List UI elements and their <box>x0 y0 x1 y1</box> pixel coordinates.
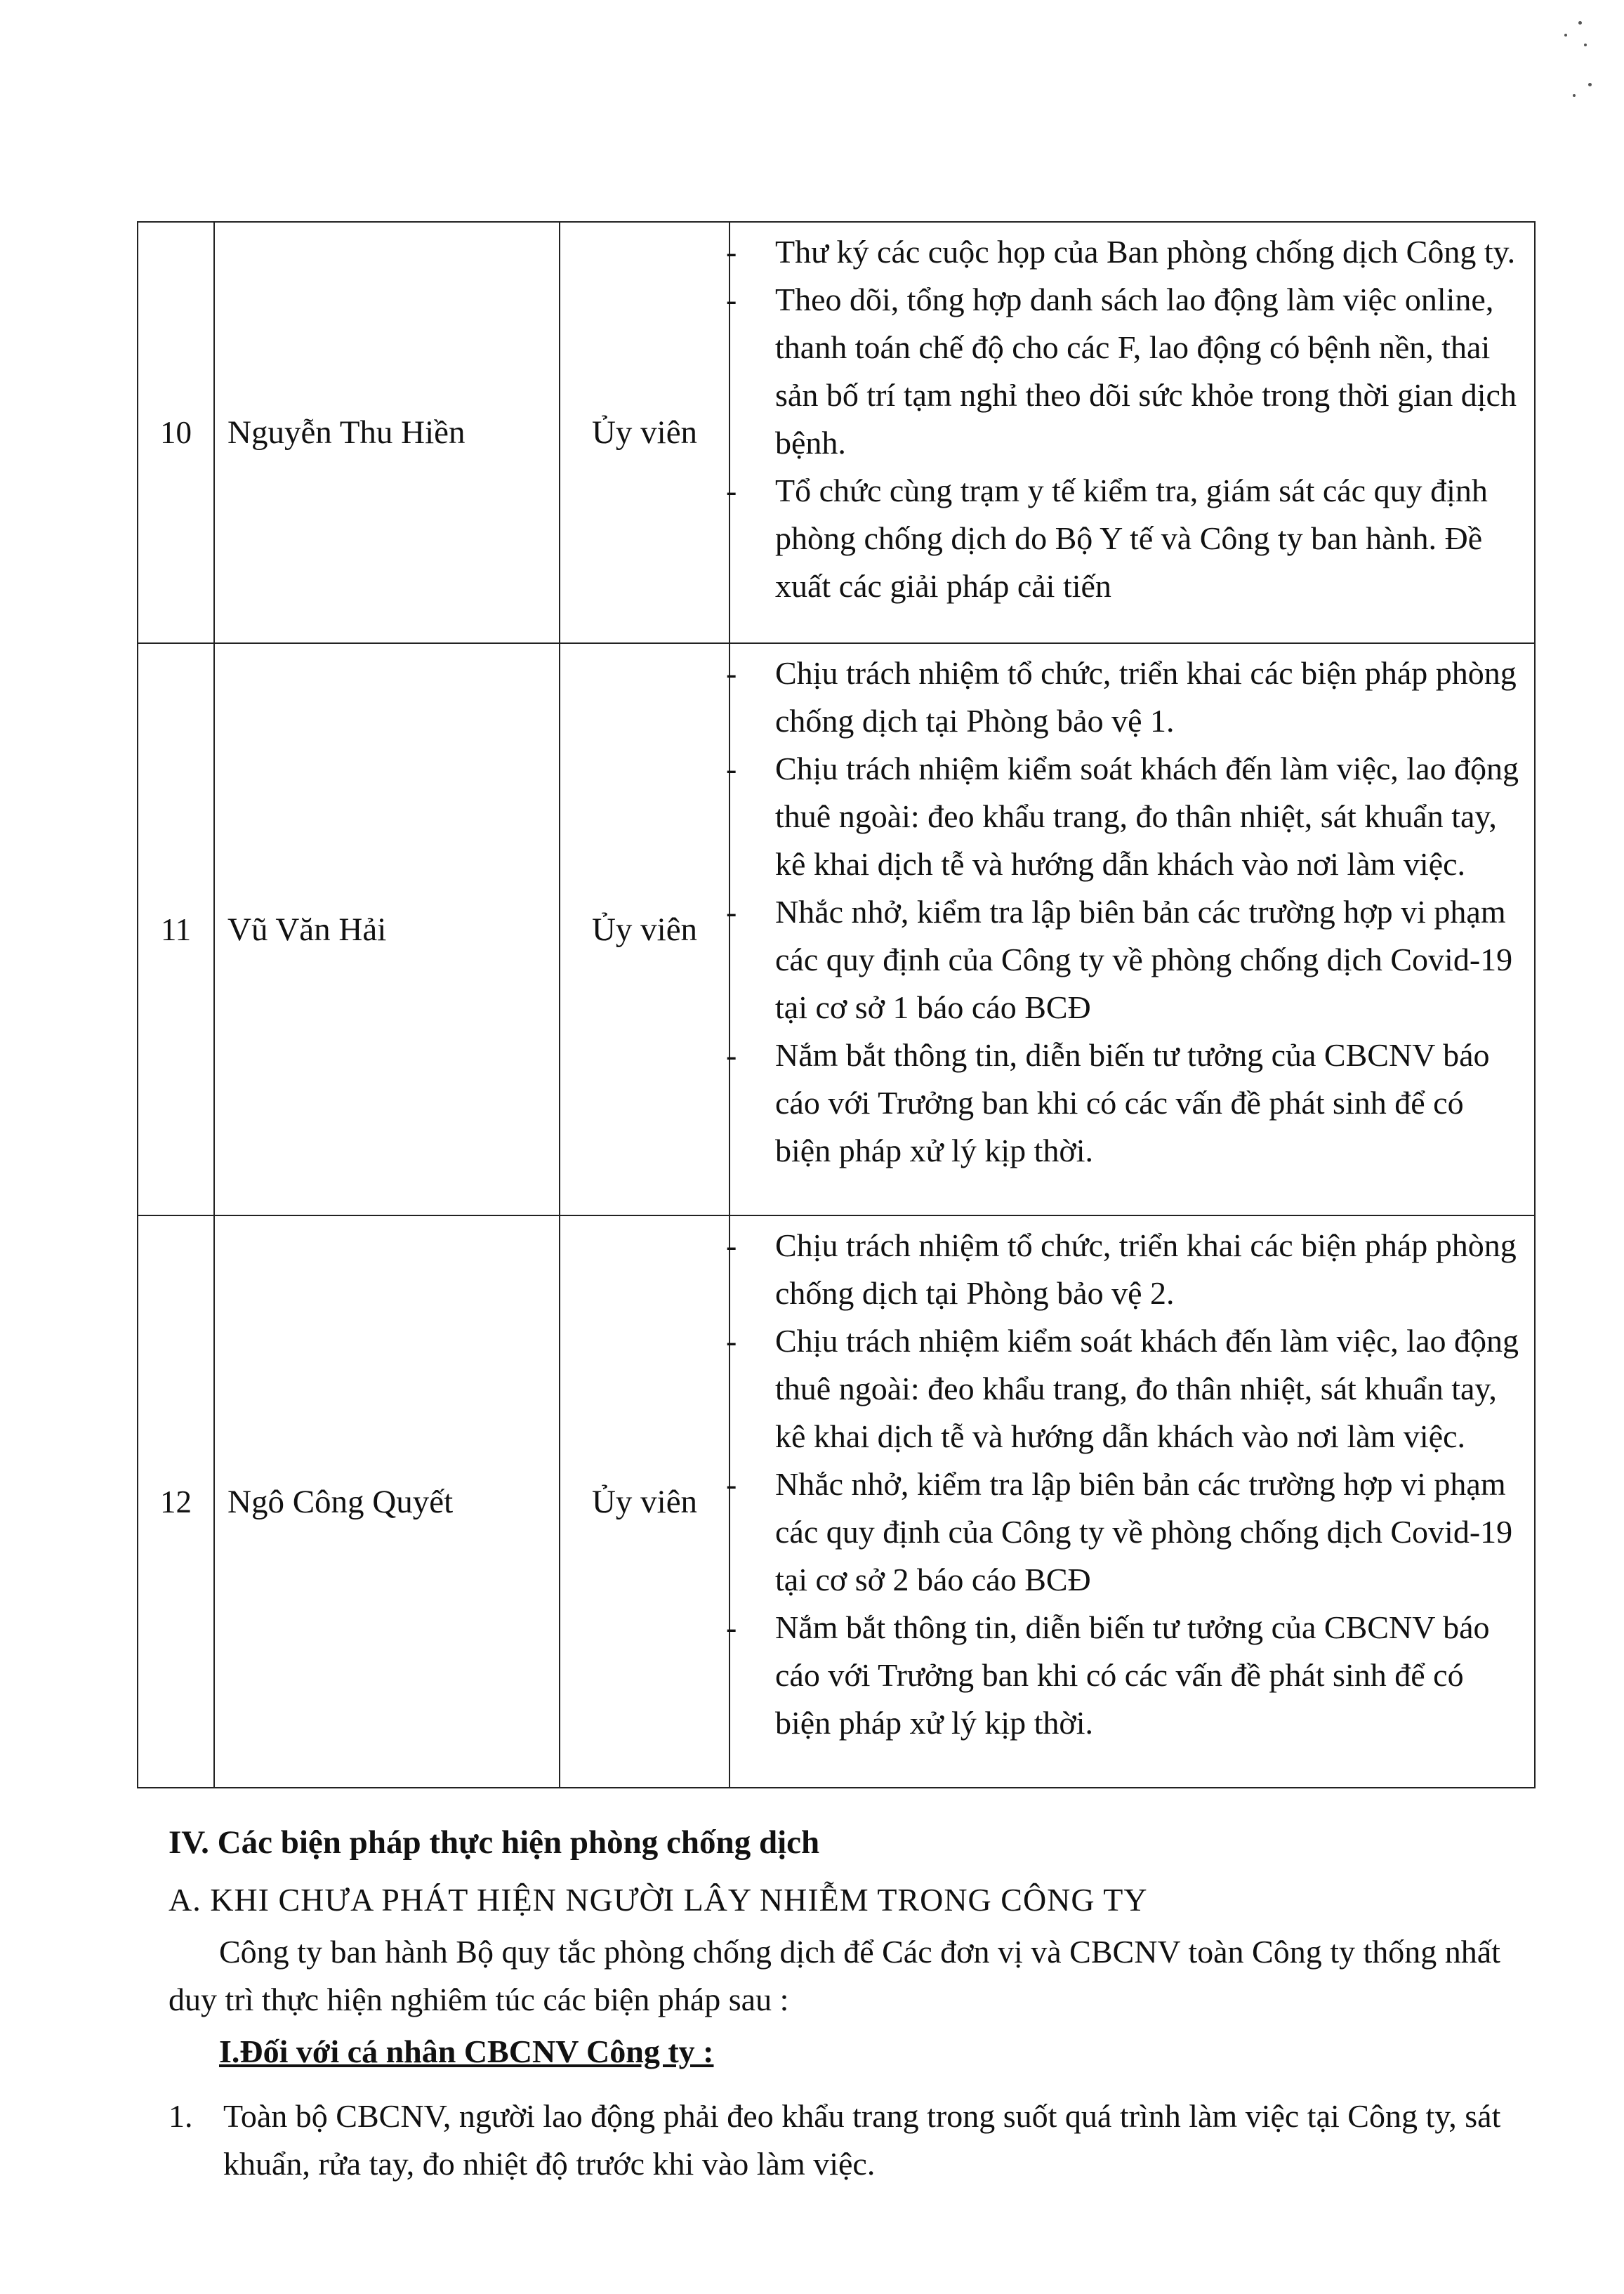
task-item: - Chịu trách nhiệm kiểm soát khách đến làm việc, lao động thuê ngoài: đeo khẩu trang, đo thân nhiệt, sát khuẩn tay, kê khai dịch tễ và hướng dẫn khách vào nơi làm việc. <box>730 745 1520 888</box>
task-list <box>730 1222 1520 1747</box>
task-item: - Nắm bắt thông tin, diễn biến tư tưởng của CBCNV báo cáo với Trưởng ban khi có các vấn đề phát sinh để có biện pháp xử lý kịp thời. <box>730 1604 1520 1747</box>
task-item: - Thư ký các cuộc họp của Ban phòng chống dịch Công ty. <box>730 228 1520 276</box>
task-item: - Theo dõi, tổng hợp danh sách lao động làm việc online, thanh toán chế độ cho các F, lao động có bệnh nền, thai sản bố trí tạm nghỉ theo dõi sức khỏe trong thời gian dịch bệnh. <box>730 276 1520 467</box>
member-role: Ủy viên <box>560 1215 730 1788</box>
task-item: - Chịu trách nhiệm tổ chức, triển khai các biện pháp phòng chống dịch tại Phòng bảo vệ 1. <box>730 650 1520 745</box>
list-item-text: Toàn bộ CBCNV, người lao động phải đeo khẩu trang trong suốt quá trình làm việc tại Công ty, sát khuẩn, rửa tay, đo nhiệt độ trước khi vào làm việc. <box>223 2098 1501 2182</box>
intro-paragraph: Công ty ban hành Bộ quy tắc phòng chống dịch để Các đơn vị và CBCNV toàn Công ty thống nhất duy trì thực hiện nghiêm túc các biện pháp sau : <box>169 1934 1500 2017</box>
list-item-number: 1. <box>169 2098 193 2134</box>
task-item: - Nhắc nhở, kiểm tra lập biên bản các trường hợp vi phạm các quy định của Công ty về phòng chống dịch Covid-19 tại cơ sở 1 báo cáo BCĐ <box>730 888 1520 1031</box>
section-a-heading: A. KHI CHƯA PHÁT HIỆN NGƯỜI LÂY NHIỄM TRONG CÔNG TY <box>169 1882 1148 1918</box>
row-number: 12 <box>138 1215 214 1788</box>
task-item: - Chịu trách nhiệm kiểm soát khách đến làm việc, lao động thuê ngoài: đeo khẩu trang, đo thân nhiệt, sát khuẩn tay, kê khai dịch tễ và hướng dẫn khách vào nơi làm việc. <box>730 1317 1520 1461</box>
section-iv-heading: IV. Các biện pháp thực hiện phòng chống dịch <box>169 1824 820 1861</box>
committee-table <box>137 221 1536 1788</box>
scan-speck <box>1588 83 1592 86</box>
row-number: 10 <box>138 222 214 643</box>
table-row <box>138 222 1535 643</box>
member-name: Vũ Văn Hải <box>214 643 560 1215</box>
task-item: - Tổ chức cùng trạm y tế kiểm tra, giám sát các quy định phòng chống dịch do Bộ Y tế và Công ty ban hành. Đề xuất các giải pháp cải tiến <box>730 467 1520 610</box>
member-name: Nguyễn Thu Hiền <box>214 222 560 643</box>
task-cell <box>730 222 1535 643</box>
task-item: - Nhắc nhở, kiểm tra lập biên bản các trường hợp vi phạm các quy định của Công ty về phòng chống dịch Covid-19 tại cơ sở 2 báo cáo BCĐ <box>730 1461 1520 1604</box>
member-role: Ủy viên <box>560 222 730 643</box>
member-name: Ngô Công Quyết <box>214 1215 560 1788</box>
task-list <box>730 228 1520 610</box>
scan-speck <box>1578 21 1582 25</box>
task-cell <box>730 643 1535 1215</box>
task-item: - Nắm bắt thông tin, diễn biến tư tưởng của CBCNV báo cáo với Trưởng ban khi có các vấn đề phát sinh để có biện pháp xử lý kịp thời. <box>730 1031 1520 1175</box>
member-role: Ủy viên <box>560 643 730 1215</box>
subsection-heading: I.Đối với cá nhân CBCNV Công ty : <box>219 2033 714 2069</box>
scan-speck <box>1573 94 1576 97</box>
table-row <box>138 643 1535 1215</box>
task-cell <box>730 1215 1535 1788</box>
table-row <box>138 1215 1535 1788</box>
scan-speck <box>1584 44 1587 46</box>
row-number: 11 <box>138 643 214 1215</box>
task-list <box>730 650 1520 1175</box>
task-item: - Chịu trách nhiệm tổ chức, triển khai các biện pháp phòng chống dịch tại Phòng bảo vệ 2. <box>730 1222 1520 1317</box>
scan-speck <box>1564 34 1567 37</box>
